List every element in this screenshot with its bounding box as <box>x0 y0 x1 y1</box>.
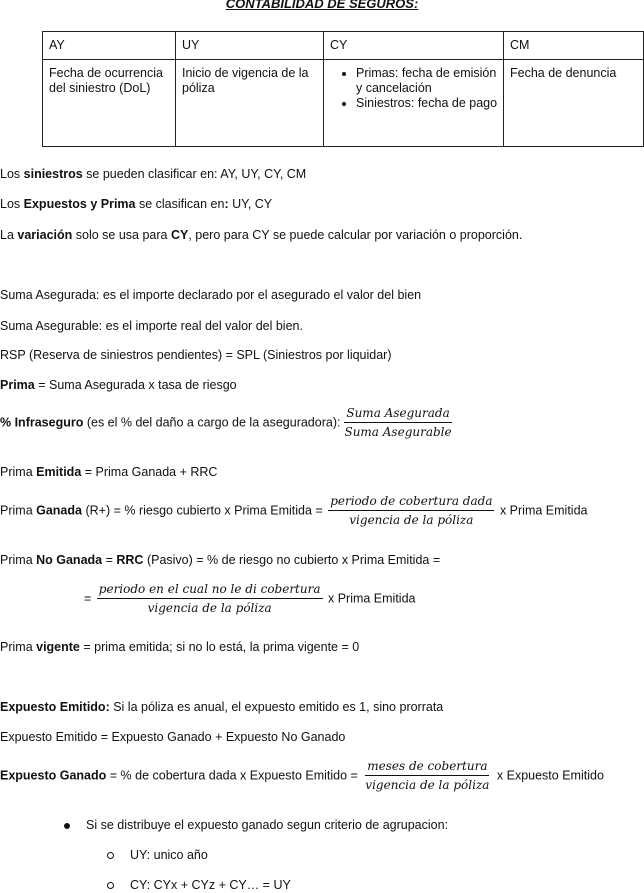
text-line-prima-emitida <box>0 464 217 480</box>
bold-term: Expuesto Ganado <box>0 768 107 783</box>
table-header-ay: AY <box>43 32 176 60</box>
bold-term: Prima <box>0 378 35 392</box>
text-span: Si la póliza es anual, el expuesto emitido es 1, sino prorrata <box>109 700 444 714</box>
text-span: se clasifican en <box>135 197 225 211</box>
bold-term: % Infraseguro <box>0 415 84 430</box>
cy-list <box>324 66 498 111</box>
date-classification-table <box>42 31 644 147</box>
text-span: Los <box>0 197 24 211</box>
infraseguro-fraction <box>342 406 453 440</box>
text-span: = prima emitida; si no lo está, la prima vigente = 0 <box>79 640 360 654</box>
fraction-numerator: Suma Asegurada <box>344 406 451 423</box>
bold-term: RRC <box>116 553 144 567</box>
text-span: = % de cobertura dada x Expuesto Emitido = <box>106 768 362 783</box>
table-cell-cy <box>324 60 504 147</box>
text-span: se pueden clasificar en: AY, UY, CY, CM <box>82 167 307 181</box>
fraction-numerator: periodo de cobertura dada <box>328 494 494 511</box>
text-line-suma-asegurable: Suma Asegurable: es el importe real del valor del bien. <box>0 319 303 333</box>
list-item <box>64 817 448 833</box>
circle-bullet-icon <box>107 852 114 859</box>
text-span: = <box>102 553 117 567</box>
list-item: • Primas: fecha de emisión y cancelación <box>356 66 498 96</box>
text-span: = Prima Ganada + RRC <box>81 465 218 479</box>
list-item: • Siniestros: fecha de pago <box>356 96 498 111</box>
text-span: Los <box>0 167 24 181</box>
text-line-siniestros <box>0 166 306 182</box>
bold-term: Ganada <box>36 503 82 518</box>
list-item <box>107 847 208 863</box>
text-span: (es el % del daño a cargo de la aseguradora): <box>83 415 341 430</box>
text-line-expuestos <box>0 196 272 212</box>
text-span: , pero para CY se puede calcular por variación o proporción. <box>188 228 523 242</box>
text-line-prima-vigente <box>0 639 359 655</box>
bullet-icon <box>64 823 70 829</box>
bold-term: variación <box>17 228 73 242</box>
bold-term: Emitida <box>36 465 82 479</box>
text-span: CY: CYx + CYz + CY… = UY <box>130 878 291 892</box>
text-line-prima-no-ganada <box>0 552 440 568</box>
bold-term: No Ganada <box>36 553 103 567</box>
fraction-numerator: periodo en el cual no le di cobertura <box>97 582 323 599</box>
table-header-cm: CM <box>504 32 644 60</box>
list-item <box>107 877 291 893</box>
text-span: Prima <box>0 465 37 479</box>
text-line-rsp: RSP (Reserva de siniestros pendientes) = SPL (Siniestros por liquidar) <box>0 348 392 362</box>
text-span: = <box>84 591 95 606</box>
fraction-denominator: vigencia de la póliza <box>365 778 490 792</box>
text-line-suma-asegurada: Suma Asegurada: es el importe declarado por el asegurado el valor del bien <box>0 288 422 302</box>
bold-term: CY <box>170 228 189 242</box>
table-header-cy: CY <box>324 32 504 60</box>
table-cell-ay: Fecha de ocurrencia del siniestro (DoL) <box>43 60 176 147</box>
text-line-expuesto-emitido <box>0 699 443 715</box>
text-line-rrc-formula <box>84 582 416 616</box>
text-span: R+) = % riesgo cubierto x Prima Emitida = <box>89 503 327 518</box>
fraction-denominator: vigencia de la póliza <box>147 601 272 615</box>
text-span: UY, CY <box>228 197 273 211</box>
text-span: x Expuesto Emitido <box>493 768 604 783</box>
text-span: ( <box>81 503 90 518</box>
expuesto-ganado-fraction <box>363 759 491 793</box>
page-title: CONTABILIDAD DE SEGUROS: <box>225 0 419 11</box>
text-span: x Prima Emitida <box>496 503 588 518</box>
bold-term: siniestros <box>23 167 83 181</box>
text-line-expuesto-formula: Expuesto Emitido = Expuesto Ganado + Expuesto No Ganado <box>0 730 346 744</box>
text-span: La <box>0 228 18 242</box>
fraction-denominator: Suma Asegurable <box>344 425 452 439</box>
text-span: Prima <box>0 553 37 567</box>
rrc-fraction <box>97 582 323 616</box>
table-cell-cm: Fecha de denuncia <box>504 60 644 147</box>
bold-term: : <box>224 197 229 211</box>
fraction-numerator: meses de cobertura <box>365 759 489 776</box>
prima-ganada-fraction <box>328 494 494 528</box>
table-header-uy: UY <box>176 32 324 60</box>
text-span: x Prima Emitida <box>324 591 416 606</box>
text-span: Prima <box>0 503 37 518</box>
text-span: Prima <box>0 640 37 654</box>
bold-term: Expuesto Emitido: <box>0 700 110 714</box>
text-span: Si se distribuye el expuesto ganado segun criterio de agrupacion: <box>86 818 449 832</box>
bold-term: vigente <box>36 640 80 654</box>
text-line-variacion <box>0 227 522 243</box>
text-span: = Suma Asegurada x tasa de riesgo <box>34 378 237 392</box>
text-line-expuesto-ganado <box>0 759 604 793</box>
text-line-infraseguro <box>0 406 456 440</box>
bold-term: Expuestos y Prima <box>23 197 136 211</box>
circle-bullet-icon <box>107 882 114 889</box>
fraction-denominator: vigencia de la póliza <box>349 513 474 527</box>
text-line-prima <box>0 377 237 393</box>
text-span: UY: unico año <box>130 848 208 862</box>
text-line-prima-ganada <box>0 494 587 528</box>
text-span: (Pasivo) = % de riesgo no cubierto x Prima Emitida = <box>143 553 441 567</box>
text-span: solo se usa para <box>72 228 171 242</box>
table-cell-uy: Inicio de vigencia de la póliza <box>176 60 324 147</box>
